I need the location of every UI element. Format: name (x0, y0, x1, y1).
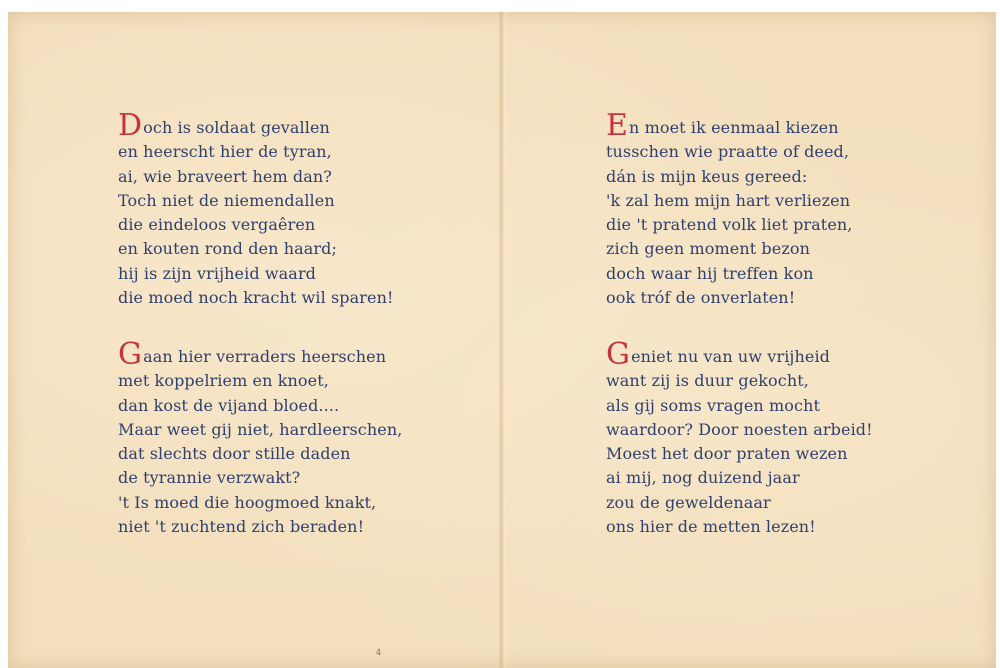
right-page (502, 12, 996, 668)
poem-line: de tyrannie verzwakt? (118, 468, 301, 488)
poem-line: 'k zal hem mijn hart verliezen (606, 190, 851, 210)
drop-initial: E (606, 108, 628, 143)
poem-line: dán is mijn keus gereed: (606, 166, 808, 186)
poem-line: zich geen moment bezon (606, 239, 811, 259)
page-number: 4 (376, 648, 382, 657)
poem-line: dat slechts door stille daden (118, 444, 351, 464)
poem-line: Maar weet gij niet, hardleerschen, (118, 419, 403, 439)
poem-line: en kouten rond den haard; (118, 239, 337, 259)
left-stanza-1 (118, 108, 394, 310)
poem-line: Geniet nu van uw vrijheid (606, 337, 831, 372)
poem-line: die moed noch kracht wil sparen! (118, 288, 394, 308)
poem-line: want zij is duur gekocht, (606, 371, 809, 391)
poem-line: ook tróf de onverlaten! (606, 288, 796, 308)
poem-line: hij is zijn vrijheid waard (118, 263, 317, 283)
poem-line: Doch is soldaat gevallen (118, 108, 330, 143)
poem-line: ai, wie braveert hem dan? (118, 166, 332, 186)
left-stanza-2 (118, 337, 403, 539)
drop-initial: D (118, 108, 143, 143)
poem-line: Moest het door praten wezen (606, 444, 848, 464)
poem-line: die 't pratend volk liet praten, (606, 215, 853, 235)
poem-line: 't Is moed die hoogmoed knakt, (118, 492, 377, 512)
poem-line: zou de geweldenaar (606, 492, 771, 512)
poem-line: Toch niet de niemendallen (118, 190, 335, 210)
poem-line: Gaan hier verraders heerschen (118, 337, 387, 372)
poem-line: En moet ik eenmaal kiezen (606, 108, 839, 143)
poem-line: met koppelriem en knoet, (118, 371, 329, 391)
right-stanza-2 (606, 337, 873, 539)
poem-line: ai mij, nog duizend jaar (606, 468, 800, 488)
book-spread (8, 12, 996, 668)
poem-line: en heerscht hier de tyran, (118, 142, 332, 162)
poem-line: dan kost de vijand bloed.... (118, 395, 340, 415)
drop-initial: G (118, 337, 143, 372)
poem-line: doch waar hij treffen kon (606, 263, 814, 283)
poem-line: die eindeloos vergaêren (118, 215, 316, 235)
poem-line: waardoor? Door noesten arbeid! (606, 419, 873, 439)
right-stanza-1 (606, 108, 853, 310)
poem-line: ons hier de metten lezen! (606, 517, 816, 537)
poem-line: tusschen wie praatte of deed, (606, 142, 850, 162)
poem-line: niet 't zuchtend zich beraden! (118, 517, 365, 537)
poem-line: als gij soms vragen mocht (606, 395, 820, 415)
left-page (8, 12, 502, 668)
drop-initial: G (606, 337, 631, 372)
